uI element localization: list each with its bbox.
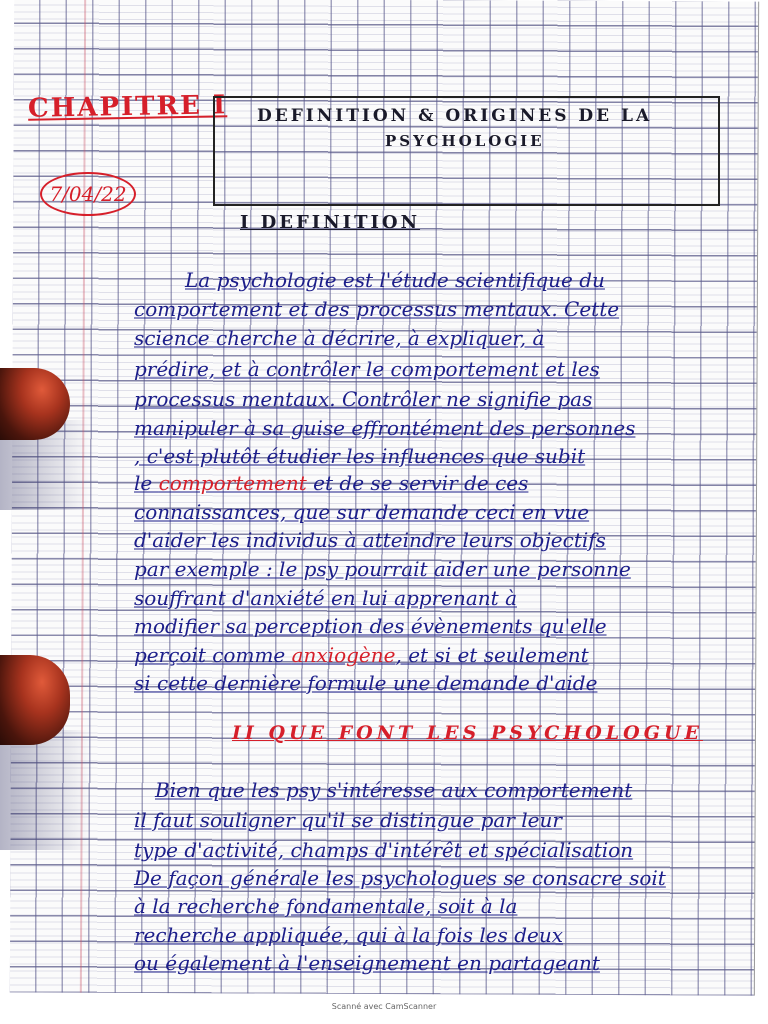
text-line: à la recherche fondamentale, soit à la [134,894,518,918]
text-line: recherche appliquée, qui à la fois les deux [134,923,564,947]
text-line [134,643,589,667]
text-line: comportement et des processus mentaux. Cette [134,297,620,321]
highlight-word: comportement [158,471,307,495]
text-fragment: perçoit comme [134,643,292,667]
text-fragment: , et si et seulement [395,643,589,667]
text-line: science cherche à décrire, à expliquer, à [134,326,545,350]
text-line: , c'est plutôt étudier les influences que subit [134,444,586,468]
thumb-bottom [0,655,70,745]
scanner-watermark: Scanné avec CamScanner [331,1002,437,1011]
date-text: 7/04/22 [49,182,127,206]
highlight-word: anxiogène [291,643,396,667]
text-line: par exemple : le psy pourrait aider une personne [134,557,631,581]
section-heading-definition: I DEFINITION [240,212,421,233]
text-line: connaissances, que sur demande ceci en vue [134,500,590,524]
text-line: Bien que les psy s'intéresse aux comportement [155,778,633,802]
text-fragment: et de se servir de ces [306,471,529,495]
text-line: souffrant d'anxiété en lui apprenant à [134,586,517,610]
text-line: processus mentaux. Contrôler ne signifie pas [134,387,593,411]
title-line-2: PSYCHOLOGIE [385,132,545,150]
text-fragment: le [134,471,159,495]
section-heading-que-font: II QUE FONT LES PSYCHOLOGUE [232,722,703,744]
text-line: modifier sa perception des évènements qu'elle [134,614,607,638]
text-line [134,471,528,495]
text-line: si cette dernière formule une demande d'aide [134,671,598,695]
text-line: prédire, et à contrôler le comportement et les [134,357,600,381]
text-line: De façon générale les psychologues se consacre soit [134,866,666,890]
text-line: manipuler à sa guise effrontément des personnes [134,416,636,440]
text-line: il faut souligner qu'il se distingue par leur [134,808,562,832]
title-box [213,96,720,206]
date-badge [40,172,136,216]
chapter-label: CHAPITRE I [27,90,228,124]
text-line: ou également à l'enseignement en partageant [134,951,600,975]
thumb-top [0,368,70,440]
finger-shadow [0,730,90,850]
text-line: d'aider les individus à atteindre leurs objectifs [134,528,606,552]
text-line: La psychologie est l'étude scientifique du [185,268,605,292]
title-line-1: DEFINITION & ORIGINES DE LA [257,106,653,126]
text-line: type d'activité, champs d'intérêt et spécialisation [134,838,634,862]
